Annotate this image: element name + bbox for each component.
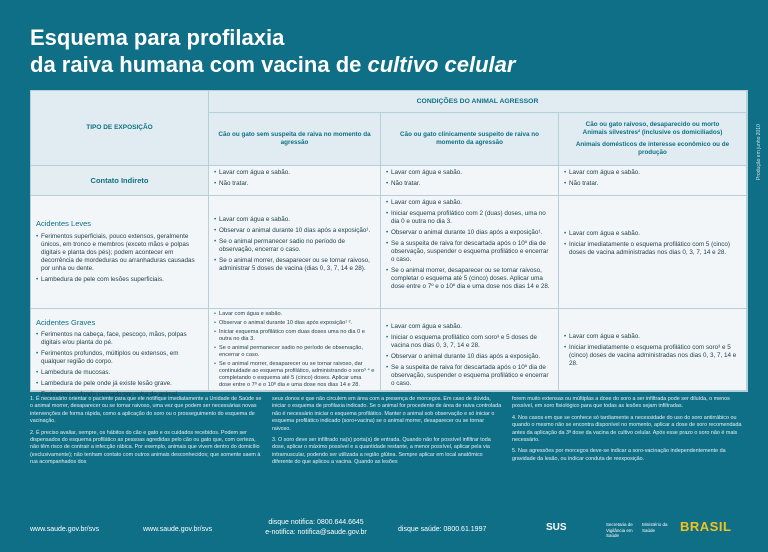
list-item: • Se a suspeita de raiva for descartada após o 10º dia de observação, suspender o esquema profilático e encerrar o caso. bbox=[386, 240, 553, 264]
row-light-col3 bbox=[559, 196, 747, 309]
list-item: • Lambedura de pele onde já existe lesão grave. bbox=[36, 380, 203, 388]
footer-url-2[interactable]: www.saude.gov.br/svs bbox=[143, 526, 213, 533]
notes-col-3 bbox=[512, 396, 746, 467]
list-item: • Lambedura de pele com lesões superficiais. bbox=[36, 276, 203, 284]
list-item: • Iniciar esquema profilático com duas doses uma no dia 0 e outra no dia 3. bbox=[214, 329, 375, 343]
footer-ministerio: Ministério da Saúde bbox=[642, 522, 668, 533]
list-item: • Iniciar imediatamente o esquema profilático com soro³ e 5 (cinco) doses de vacina administradas nos dias 0, 3, 7, 14 e 28. bbox=[564, 344, 741, 368]
footer-saude-phone: disque saúde: 0800.61.1997 bbox=[398, 526, 487, 533]
note-3-cont: forem muito extensas ou múltiplas a dose do soro a ser infiltrada pode ser diluída, o menos possível, em soro fisiológico para que todas as lesões sejam infiltradas. bbox=[512, 396, 730, 410]
row-indirect-col2 bbox=[381, 166, 559, 196]
list-item: • Ferimentos superficiais, pouco extensos, geralmente únicos, em tronco e membros (exceto mãos e polpas digitais e planta dos pés); podem acontecer em decorrência de mordeduras ou arranhaduras causadas por unha ou dente. bbox=[36, 233, 203, 273]
list-item: • Observar o animal durante 10 dias após a exposição¹. bbox=[214, 227, 375, 235]
row-grave-col3 bbox=[559, 309, 747, 391]
brasil-logo: BRASIL bbox=[680, 519, 732, 534]
row-grave-col2 bbox=[381, 309, 559, 391]
footer bbox=[0, 510, 768, 552]
header-exposure: TIPO DE EXPOSIÇÃO bbox=[31, 91, 209, 166]
list-item: • Se o animal morrer, desaparecer ou se tornar raivoso, dar continuidade ao esquema profilático, administrando o soro³ ⁴ e completando o esquema até 5 (cinco) doses. Aplicar uma dose entre o 7º e o 10º dia e uma dose nos dias 14 e 28. bbox=[214, 361, 375, 389]
list-item: • Observar o animal durante 10 dias após a exposição. bbox=[386, 353, 553, 361]
list-item: • Lavar com água e sabão. bbox=[214, 311, 375, 318]
footer-notifica-email: e-notifica: notifica@saude.gov.br bbox=[265, 529, 367, 536]
header-col3b: Animais silvestres² (inclusive os domiciliados) bbox=[582, 129, 723, 136]
list-item: • Lavar com água e sabão. bbox=[564, 333, 741, 341]
title-line-2-italic: cultivo celular bbox=[367, 52, 516, 77]
note-1: 1. É necessário orientar o paciente para que ele notifique imediatamente a Unidade de Saúde se o animal morrer, desaparecer ou se tornar raivoso, uma vez que podem ser necessárias novas intervenções de forma rápida, como a aplicação do soro ou o prosseguimento do esquema de vacinação. bbox=[30, 396, 262, 425]
list-item: • Ferimentos profundos, múltiplos ou extensos, em qualquer região do corpo. bbox=[36, 350, 203, 366]
list-item: • Ferimento profundo causado por unha de animal. bbox=[36, 391, 203, 399]
row-grave-label: Acidentes Graves bbox=[36, 318, 96, 327]
list-item: • Iniciar imediatamente o esquema profilático com 5 (cinco) doses de vacina administradas nos dias 0, 3, 7, 14 e 28. bbox=[564, 241, 741, 257]
list-item: • Não tratar. bbox=[214, 180, 375, 188]
note-4: 4. Nos casos em que se conhece só tardiamente a necessidade do uso do soro antirrábico ou quando o mesmo não se encontra disponível no momento, aplicar a dose de soro recomendada antes da aplicação da 3ª dose da vacina de cultivo celular. Após esse prazo o soro não é mais necessário. bbox=[512, 414, 742, 444]
note-5: 5. Nas agressões por morcegos deve-se indicar a soro-vacinação independentemente da gravidade da lesão, ou indicar conduta de reexposição. bbox=[512, 448, 726, 462]
list-item: • Ferimentos na cabeça, face, pescoço, mãos, polpas digitais e/ou planta do pé. bbox=[36, 331, 203, 347]
list-item: • Se o animal morrer, desaparecer ou se tornar raivoso, administrar 5 doses de vacina (dias 0, 3, 7, 14 e 28). bbox=[214, 257, 375, 273]
page-title bbox=[30, 24, 515, 78]
row-light-col1 bbox=[209, 196, 381, 309]
list-item: • Observar o animal durante 10 dias após exposição¹ ². bbox=[214, 320, 375, 327]
row-indirect-col3 bbox=[559, 166, 747, 196]
row-grave-col1 bbox=[209, 309, 381, 391]
footer-secretaria: Secretaria de Vigilância em Saúde bbox=[606, 522, 633, 538]
list-item: • Iniciar o esquema profilático com soro³ e 5 doses de vacina nos dias 0, 3, 7, 14 e 28. bbox=[386, 334, 553, 350]
list-item: • Se o animal permanecer sadio no período de observação, encerrar o caso. bbox=[214, 238, 375, 254]
list-item: • Não tratar. bbox=[564, 180, 741, 188]
note-2-cont: seus donos e que não circulem em área com a presença de morcegos. Em caso de dúvida, iniciar o esquema de profilaxia indicado. Se o animal for procedente de área de raiva controlada não é necessário iniciar o esquema profilático. Manter o animal sob observação e só iniciar o esquema profilático indicado (soro+vacina) se o animal morrer, desaparecer ou se tornar raivoso. bbox=[272, 396, 502, 432]
row-grave-desc bbox=[31, 309, 209, 398]
prophylaxis-table bbox=[30, 90, 748, 398]
list-item: • Lavar com água e sabão. bbox=[386, 199, 553, 207]
list-item: • Se a suspeita de raiva for descartada após o 10º dia de observação, suspender o esquema profilático e encerrar o caso. bbox=[386, 364, 553, 388]
sus-logo: SUS bbox=[546, 522, 567, 533]
footer-notifica-phone: disque notifica: 0800.644.6645 bbox=[268, 519, 364, 526]
list-item: • Se o animal morrer, desaparecer ou se tornar raivoso, completar o esquema até 5 (cinco) doses. Aplicar uma dose entre o 7º e o 10º dia e uma dose nos dias 14 e 28. bbox=[386, 267, 553, 291]
list-item: • Observar o animal durante 10 dias após a exposição¹. bbox=[386, 229, 553, 237]
list-item: • Se o animal permanecer sadio no período de observação, encerrar o caso. bbox=[214, 345, 375, 359]
footer-notifica bbox=[256, 518, 376, 538]
list-item: • Lavar com água e sabão. bbox=[564, 230, 741, 238]
footer-url-1[interactable]: www.saude.gov.br/svs bbox=[30, 526, 100, 533]
list-item: • Não tratar. bbox=[386, 180, 553, 188]
header-col3a: Cão ou gato raivoso, desaparecido ou morto bbox=[585, 121, 720, 128]
list-item: • Lavar com água e sabão. bbox=[214, 169, 375, 177]
list-item: • Lavar com água e sabão. bbox=[214, 216, 375, 224]
notes-col-2 bbox=[272, 396, 504, 471]
list-item: • Lambedura de mucosas. bbox=[36, 369, 203, 377]
header-col3c: Animais domésticos de interesse econômico ou de produção bbox=[575, 141, 730, 156]
row-light-desc bbox=[31, 196, 209, 309]
row-indirect-label: Contato Indireto bbox=[31, 166, 209, 196]
side-text: Produção em junho 2010 bbox=[756, 124, 762, 180]
note-3: 3. O soro deve ser infiltrado na(s) porta(s) de entrada. Quando não for possível infiltrar toda dose, aplicar o máximo possível e a quantidade restante, a menor possível, aplicar pela via intramuscular, podendo ser utilizada a região glútea. Sempre aplicar em local anatômico diferente do que aplicou a vacina. Quando as lesões bbox=[272, 437, 491, 466]
list-item: • Lavar com água e sabão. bbox=[564, 169, 741, 177]
row-light-col2 bbox=[381, 196, 559, 309]
list-item: • Lavar com água e sabão. bbox=[386, 323, 553, 331]
list-item: • Lavar com água e sabão. bbox=[386, 169, 553, 177]
notes-col-1 bbox=[30, 396, 262, 471]
header-col3 bbox=[559, 113, 747, 166]
header-conditions: CONDIÇÕES DO ANIMAL AGRESSOR bbox=[209, 91, 747, 113]
title-line-1: Esquema para profilaxia bbox=[30, 25, 285, 50]
title-line-2-text: da raiva humana com vacina de bbox=[30, 52, 368, 77]
list-item: • Iniciar esquema profilático com 2 (duas) doses, uma no dia 0 e outra no dia 3. bbox=[386, 210, 553, 226]
note-2: 2. É preciso avaliar, sempre, os hábitos do cão e gato e os cuidados recebidos. Podem ser dispensados do esquema profilático as pessoas agredidas pelo cão ou gato que, com certeza, não têm risco de contrair a infecção rábica. Por exemplo, animais que vivem dentro do domicílio (exclusivamente); não tenham contato com outros animais desconhecidos; que somente saem à rua acompanhados dos bbox=[30, 429, 261, 466]
title-line-2 bbox=[30, 51, 515, 78]
header-col1: Cão ou gato sem suspeita de raiva no momento da agressão bbox=[209, 113, 381, 166]
row-light-label: Acidentes Leves bbox=[36, 219, 92, 228]
row-indirect-col1 bbox=[209, 166, 381, 196]
header-col2: Cão ou gato clinicamente suspeito de raiva no momento da agressão bbox=[381, 113, 559, 166]
